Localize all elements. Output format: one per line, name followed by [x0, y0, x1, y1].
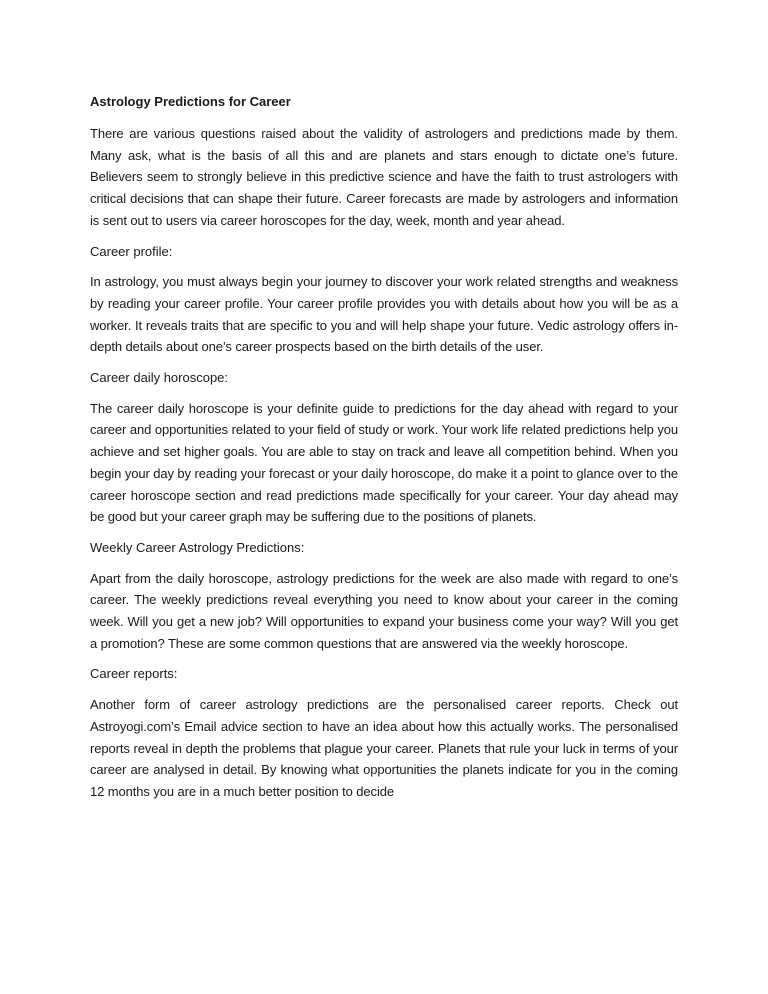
- section-heading-weekly-career-predictions: Weekly Career Astrology Predictions:: [90, 539, 305, 555]
- section-body-career-daily-horoscope: The career daily horoscope is your definite guide to predictions for the day ahead with regard to your career and opportunities related to your field of study or work. Your work life related predictions help you achieve and set higher goals. You are able to stay on track and leave all competition behind. When you begin your day by reading your forecast or your daily horoscope, do make it a point to glance over to the career horoscope section and read predictions made specifically for your career. Your day ahead may be good but your career graph may be suffering due to the positions of planets.: [90, 400, 678, 525]
- section-body-career-profile: In astrology, you must always begin your journey to discover your work related strengths and weakness by reading your career profile. Your career profile provides you with details about how you will be as a worker. It reveals traits that are specific to you and will help shape your future. Vedic astrology offers in-depth details about one’s career prospects based on the birth details of the user.: [90, 274, 678, 355]
- section-body-weekly-career-predictions: Apart from the daily horoscope, astrology predictions for the week are also made with regard to one’s career. The weekly predictions reveal everything you need to know about your career in the coming week. Will you get a new job? Will opportunities to expand your business come your way? Will you get a promotion? These are some common questions that are answered via the weekly horoscope.: [90, 570, 678, 651]
- section-heading-career-reports: Career reports:: [90, 666, 178, 682]
- section-heading-career-profile: Career profile:: [90, 243, 173, 259]
- intro-paragraph: There are various questions raised about the validity of astrologers and predictions made by them. Many ask, what is the basis of all this and are planets and stars enough to dictate one’s future. Believers seem to strongly believe in this predictive science and have the faith to trust astrologers with critical decisions that can shape their future. Career forecasts are made by astrologers and information is sent out to users via career horoscopes for the day, week, month and year ahead.: [90, 126, 678, 228]
- document-page: [90, 93, 678, 812]
- document-title: Astrology Predictions for Career: [90, 94, 291, 109]
- section-body-career-reports: Another form of career astrology predictions are the personalised career reports. Check out Astroyogi.com’s Email advice section to have an idea about how this actually works. The personalised reports reveal in depth the problems that plague your career. Planets that rule your luck in terms of your career are analysed in detail. By knowing what opportunities the planets indicate for you in the coming 12 months you are in a much better position to decide: [90, 697, 678, 799]
- section-heading-career-daily-horoscope: Career daily horoscope:: [90, 370, 229, 386]
